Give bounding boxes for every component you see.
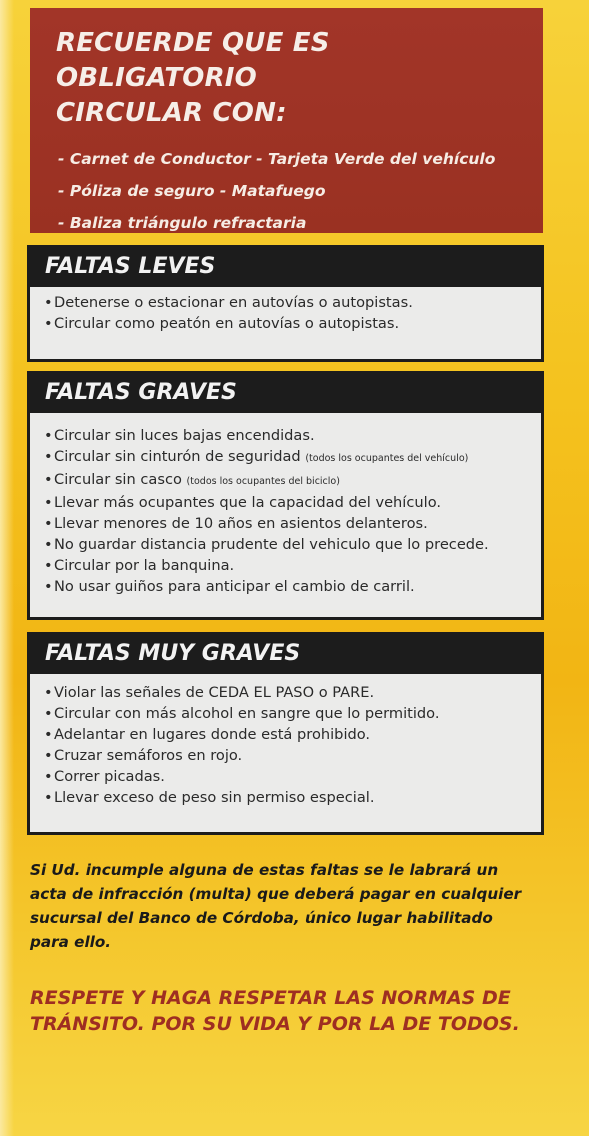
page-edge bbox=[0, 0, 14, 1136]
notice-line: Si Ud. incumple alguna de estas faltas se le labrará un bbox=[30, 861, 499, 879]
notice-line: acta de infracción (multa) que deberá pagar en cualquier bbox=[30, 885, 522, 903]
reminder-title bbox=[56, 26, 526, 131]
item-text: Circular sin cinturón de seguridad bbox=[54, 448, 301, 465]
item-note: (todos los ocupantes del biciclo) bbox=[186, 476, 340, 487]
list-item: •Circular como peatón en autovías o autopistas. bbox=[44, 315, 400, 332]
item-text: Circular como peatón en autovías o autopistas. bbox=[54, 315, 400, 332]
list-item: •Correr picadas. bbox=[44, 768, 165, 785]
section-title: FALTAS MUY GRAVES bbox=[45, 641, 301, 666]
notice-line: para ello. bbox=[30, 933, 112, 951]
list-item: •Circular sin luces bajas encendidas. bbox=[44, 427, 315, 444]
item-text: Llevar más ocupantes que la capacidad del vehículo. bbox=[54, 494, 442, 511]
slogan bbox=[30, 985, 560, 1037]
item-text: Circular sin casco bbox=[54, 471, 182, 488]
reminder-title-line: CIRCULAR CON: bbox=[56, 98, 287, 128]
list-item: •Adelantar en lugares donde está prohibido. bbox=[44, 726, 371, 743]
reminder-box bbox=[30, 8, 543, 233]
item-text: Violar las señales de CEDA EL PASO o PARE. bbox=[54, 684, 375, 701]
item-text: Circular sin luces bajas encendidas. bbox=[54, 427, 315, 444]
item-text: Circular por la banquina. bbox=[54, 557, 235, 574]
slogan-line: TRÁNSITO. POR SU VIDA Y POR LA DE TODOS. bbox=[30, 1013, 520, 1035]
item-text: No guardar distancia prudente del vehiculo que lo precede. bbox=[54, 536, 489, 553]
section-faltas-graves bbox=[27, 371, 544, 620]
list-item: •Violar las señales de CEDA EL PASO o PARE. bbox=[44, 684, 375, 701]
section-title: FALTAS GRAVES bbox=[45, 380, 237, 405]
item-text: Llevar exceso de peso sin permiso especial. bbox=[54, 789, 375, 806]
item-text: No usar guiños para anticipar el cambio de carril. bbox=[54, 578, 415, 595]
section-list bbox=[30, 413, 541, 617]
section-list bbox=[30, 674, 541, 832]
reminder-title-line: RECUERDE QUE ES OBLIGATORIO bbox=[56, 28, 330, 93]
list-item: •Circular por la banquina. bbox=[44, 557, 235, 574]
list-item: •Llevar menores de 10 años en asientos delanteros. bbox=[44, 515, 428, 532]
list-item: •No guardar distancia prudente del vehiculo que lo precede. bbox=[44, 536, 489, 553]
section-faltas-leves bbox=[27, 245, 544, 362]
section-title: FALTAS LEVES bbox=[45, 254, 216, 279]
list-item: •No usar guiños para anticipar el cambio de carril. bbox=[44, 578, 415, 595]
requirement-line: - Póliza de seguro - Matafuego bbox=[58, 182, 326, 200]
slogan-line: RESPETE Y HAGA RESPETAR LAS NORMAS DE bbox=[30, 987, 511, 1009]
item-text: Correr picadas. bbox=[54, 768, 165, 785]
list-item: •Circular sin casco (todos los ocupantes del biciclo) bbox=[44, 471, 340, 488]
notice-line: sucursal del Banco de Córdoba, único lugar habilitado bbox=[30, 909, 493, 927]
item-text: Circular con más alcohol en sangre que lo permitido. bbox=[54, 705, 440, 722]
list-item: •Llevar exceso de peso sin permiso especial. bbox=[44, 789, 375, 806]
item-text: Llevar menores de 10 años en asientos delanteros. bbox=[54, 515, 428, 532]
item-note: (todos los ocupantes del vehículo) bbox=[305, 453, 469, 464]
requirement-line: - Carnet de Conductor - Tarjeta Verde del vehículo bbox=[58, 150, 496, 168]
item-text: Detenerse o estacionar en autovías o autopistas. bbox=[54, 294, 413, 311]
list-item: •Detenerse o estacionar en autovías o autopistas. bbox=[44, 294, 413, 311]
list-item: •Cruzar semáforos en rojo. bbox=[44, 747, 243, 764]
list-item: •Llevar más ocupantes que la capacidad del vehículo. bbox=[44, 494, 442, 511]
list-item: •Circular sin cinturón de seguridad (todos los ocupantes del vehículo) bbox=[44, 448, 469, 465]
requirement-line: - Baliza triángulo refractaria bbox=[58, 214, 307, 232]
section-list bbox=[30, 287, 541, 359]
item-text: Cruzar semáforos en rojo. bbox=[54, 747, 243, 764]
section-faltas-muy-graves bbox=[27, 632, 544, 835]
infraction-notice bbox=[30, 858, 560, 954]
list-item: •Circular con más alcohol en sangre que lo permitido. bbox=[44, 705, 440, 722]
item-text: Adelantar en lugares donde está prohibido. bbox=[54, 726, 371, 743]
